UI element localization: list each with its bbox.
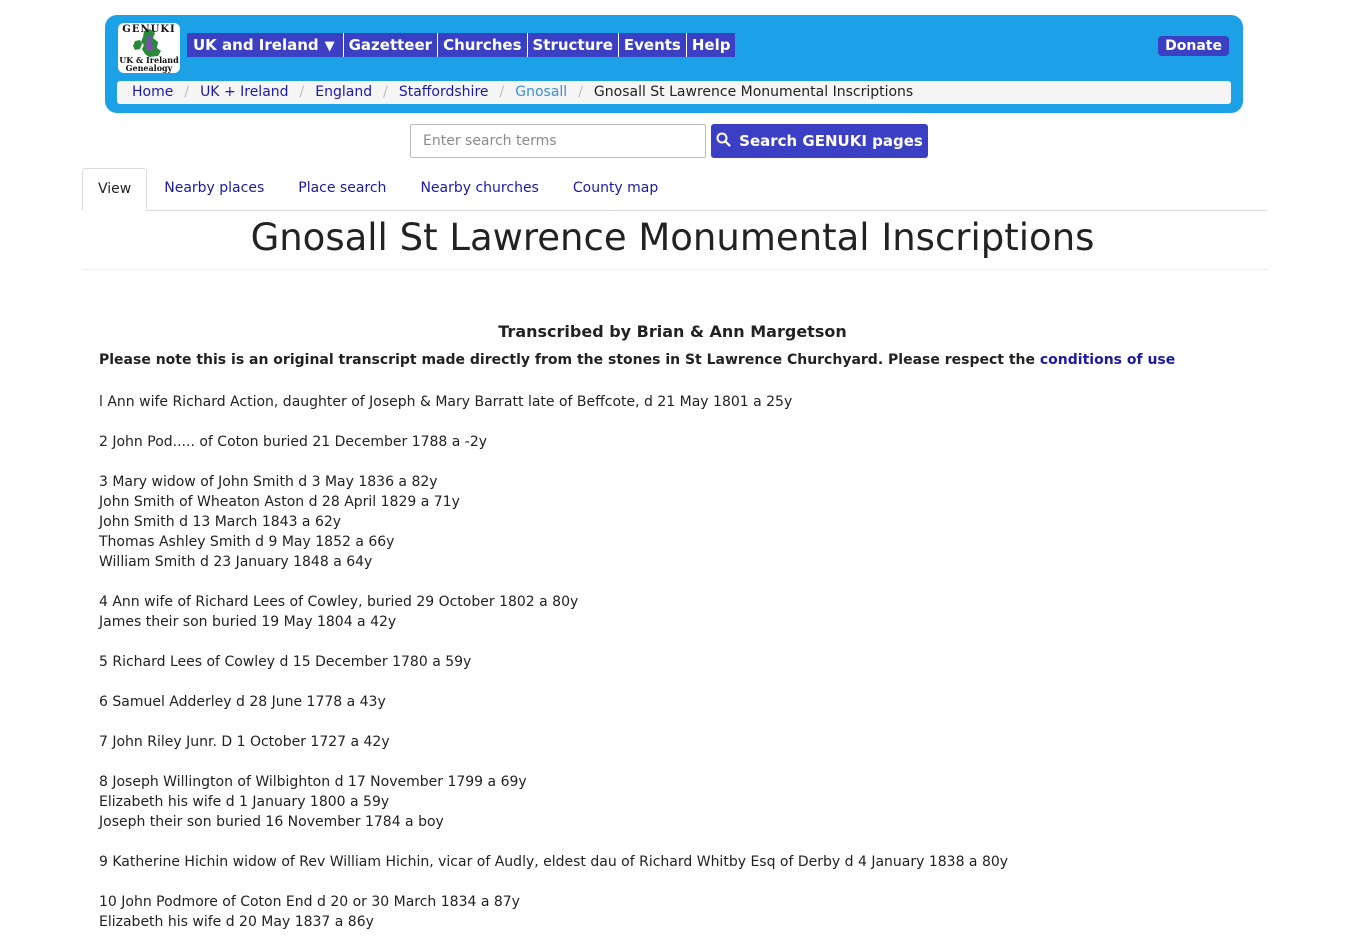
- site-header: [105, 15, 1243, 113]
- inscription-line: 3 Mary widow of John Smith d 3 May 1836 a 82y: [99, 474, 438, 490]
- search-icon: [716, 132, 731, 147]
- inscription-entry: [99, 772, 1008, 832]
- breadcrumb-staffordshire[interactable]: Staffordshire: [398, 84, 489, 100]
- search-input[interactable]: [410, 124, 706, 158]
- inscription-line: 8 Joseph Willington of Wilbighton d 17 November 1799 a 69y: [99, 774, 527, 790]
- tab-view[interactable]: View: [82, 168, 147, 211]
- inscription-entry: [99, 652, 1008, 672]
- breadcrumb-separator: /: [299, 84, 305, 100]
- logo-line2: Genealogy: [125, 63, 173, 73]
- breadcrumb-separator: /: [499, 84, 505, 100]
- inscription-entry: [99, 732, 1008, 752]
- nav-uk-and-ireland-label: UK and Ireland: [193, 36, 319, 54]
- nav-help[interactable]: Help: [687, 33, 736, 57]
- inscription-line: John Smith d 13 March 1843 a 62y: [99, 514, 342, 530]
- inscription-line: 10 John Podmore of Coton End d 20 or 30 March 1834 a 87y: [99, 894, 520, 910]
- page-title: Gnosall St Lawrence Monumental Inscriptions: [250, 216, 1095, 259]
- conditions-of-use-link[interactable]: conditions of use: [1039, 352, 1176, 368]
- inscription-line: Thomas Ashley Smith d 9 May 1852 a 66y: [99, 534, 395, 550]
- inscription-line: William Smith d 23 January 1848 a 64y: [99, 554, 373, 570]
- nav-uk-and-ireland[interactable]: [187, 33, 344, 57]
- logo-line1: UK & Ireland: [119, 55, 179, 65]
- inscription-line: Elizabeth his wife d 1 January 1800 a 59y: [99, 794, 390, 810]
- genuki-logo[interactable]: [118, 23, 180, 73]
- donate-button[interactable]: Donate: [1158, 36, 1229, 56]
- breadcrumb: [117, 81, 1231, 104]
- inscription-line: 7 John Riley Junr. D 1 October 1727 a 42y: [99, 734, 390, 750]
- breadcrumb-gnosall[interactable]: Gnosall: [515, 84, 568, 100]
- inscription-line: John Smith of Wheaton Aston d 28 April 1829 a 71y: [99, 494, 460, 510]
- usage-note-text: Please note this is an original transcript made directly from the stones in St Lawrence Churchyard. Please respect the: [99, 352, 1035, 368]
- breadcrumb-current: Gnosall St Lawrence Monumental Inscriptions: [593, 84, 914, 100]
- nav-churches[interactable]: Churches: [438, 33, 527, 57]
- inscription-line: Elizabeth his wife d 20 May 1837 a 86y: [99, 914, 374, 930]
- title-divider: [82, 269, 1267, 270]
- inscription-entry: [99, 852, 1008, 872]
- inscription-entry: [99, 432, 1008, 452]
- logo-top-text: GENUKI: [122, 24, 176, 35]
- breadcrumb-home[interactable]: Home: [132, 84, 174, 100]
- inscription-line: 9 Katherine Hichin widow of Rev William Hichin, vicar of Audly, eldest dau of Richard Whitby Esq of Derby d 4 January 1838 a 80y: [99, 854, 1009, 870]
- breadcrumb-separator: /: [383, 84, 388, 100]
- inscription-entry: [99, 472, 1008, 572]
- inscription-line: James their son buried 19 May 1804 a 42y: [99, 614, 397, 630]
- breadcrumb-separator: /: [184, 84, 190, 100]
- usage-note: [99, 352, 1175, 368]
- inscription-line: 5 Richard Lees of Cowley d 15 December 1780 a 59y: [99, 654, 472, 670]
- transcriber-credit: Transcribed by Brian & Ann Margetson: [498, 322, 847, 341]
- nav-events[interactable]: Events: [619, 33, 687, 57]
- breadcrumb-uk-ireland[interactable]: UK + Ireland: [200, 84, 289, 100]
- tab-nearby-churches[interactable]: Nearby churches: [420, 180, 539, 196]
- tab-nearby-places[interactable]: Nearby places: [164, 180, 265, 196]
- inscription-entry: [99, 592, 1008, 632]
- inscription-list: [99, 392, 1008, 952]
- inscription-line: 4 Ann wife of Richard Lees of Cowley, buried 29 October 1802 a 80y: [99, 594, 579, 610]
- inscription-line: 6 Samuel Adderley d 28 June 1778 a 43y: [99, 694, 386, 710]
- inscription-line: l Ann wife Richard Action, daughter of Joseph & Mary Barratt late of Beffcote, d 21 May 1801 a 25y: [99, 394, 793, 410]
- nav-structure[interactable]: Structure: [528, 33, 619, 57]
- inscription-line: Joseph their son buried 16 November 1784 a boy: [99, 814, 444, 830]
- inscription-line: 2 John Pod..... of Coton buried 21 December 1788 a -2y: [99, 434, 488, 450]
- tab-place-search[interactable]: Place search: [298, 180, 387, 196]
- search-button-label: Search GENUKI pages: [739, 132, 923, 150]
- page-tabs: [82, 168, 1267, 211]
- inscription-entry: [99, 392, 1008, 412]
- inscription-entry: [99, 692, 1008, 712]
- breadcrumb-separator: /: [578, 84, 583, 100]
- breadcrumb-england[interactable]: England: [315, 84, 373, 100]
- search-button[interactable]: [711, 124, 928, 158]
- main-nav: [187, 33, 735, 57]
- nav-gazetteer[interactable]: Gazetteer: [344, 33, 438, 57]
- tab-county-map[interactable]: County map: [572, 180, 659, 196]
- inscription-entry: [99, 892, 1008, 932]
- caret-down-icon: ▼: [324, 39, 335, 54]
